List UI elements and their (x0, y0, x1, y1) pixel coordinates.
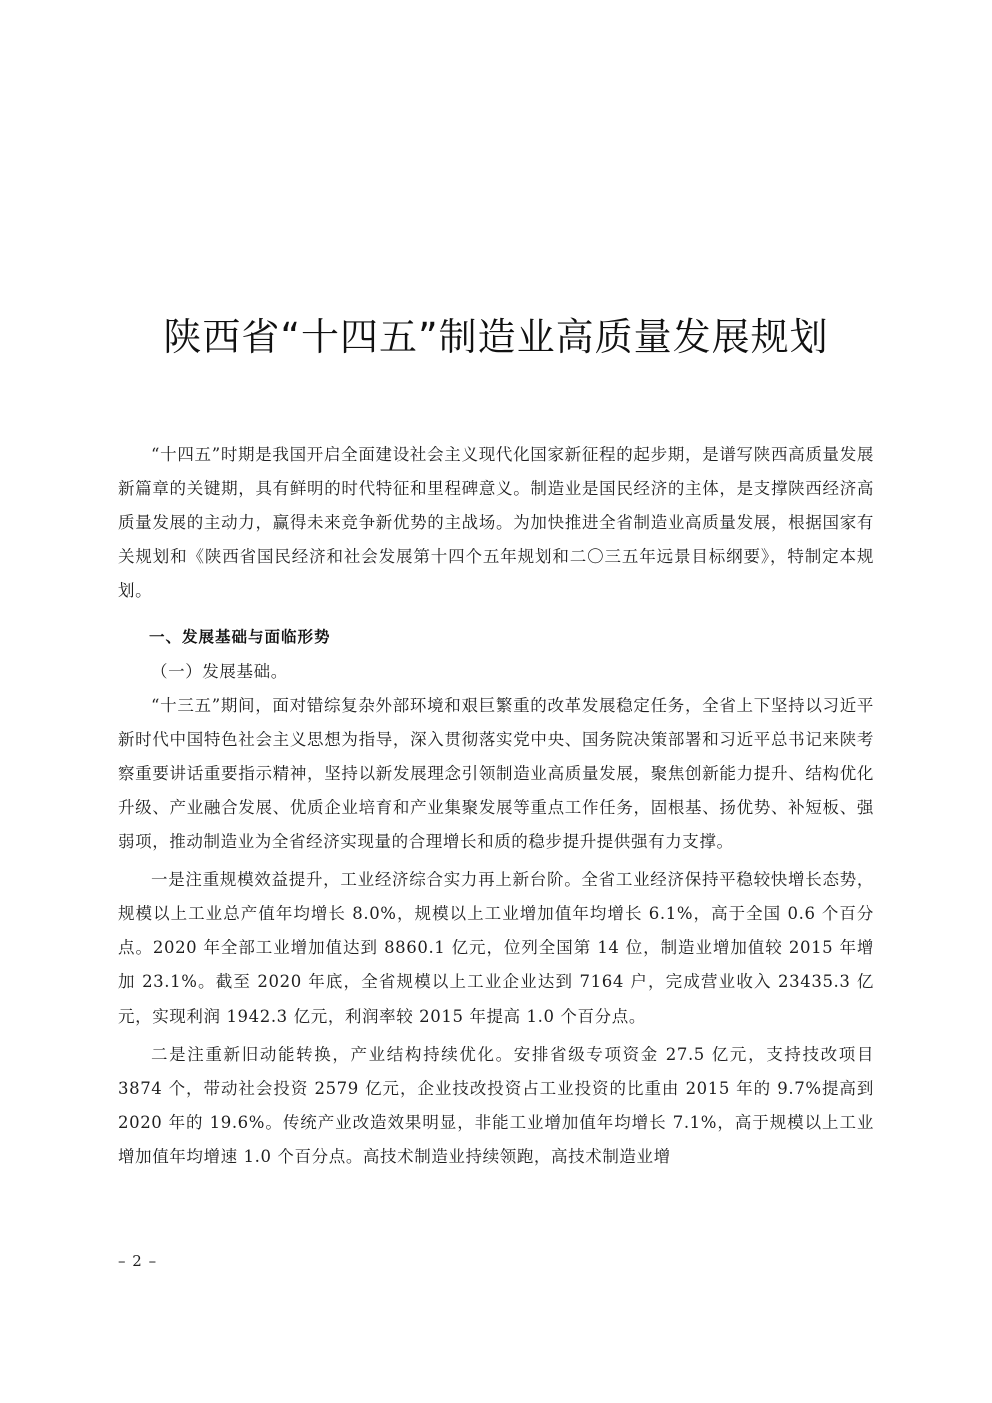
page-number: – 2 – (118, 1252, 158, 1270)
paragraph-development-basis: “十三五”期间，面对错综复杂外部环境和艰巨繁重的改革发展稳定任务，全省上下坚持以习近平新时代中国特色社会主义思想为指导，深入贯彻落实党中央、国务院决策部署和习近平总书记来陕考察重要讲话重要指示精神，坚持以新发展理念引领制造业高质量发展，聚焦创新能力提升、结构优化升级、产业融合发展、优质企业培育和产业集聚发展等重点工作任务，固根基、扬优势、补短板、强弱项，推动制造业为全省经济实现量的合理增长和质的稳步提升提供强有力支撑。 (118, 695, 874, 852)
spacer (118, 608, 874, 620)
document-body (118, 438, 874, 1174)
section-heading: 一、发展基础与面临形势 (149, 628, 331, 647)
paragraph-structure-optimization: 二是注重新旧动能转换，产业结构持续优化。安排省级专项资金 27.5 亿元，支持技改项目 3874 个，带动社会投资 2579 亿元，企业技改投资占工业投资的比重由 2015 年的 9.7%提高到 2020 年的 19.6%。传统产业改造效果明显，非能工业增加值年均增长 7.1%，高于规模以上工业增加值年均增速 1.0 个百分点。高技术制造业持续领跑，高技术制造业增 (118, 1044, 874, 1166)
subsection-heading: （一）发展基础。 (151, 661, 288, 681)
intro-paragraph: “十四五”时期是我国开启全面建设社会主义现代化国家新征程的起步期，是谱写陕西高质量发展新篇章的关键期，具有鲜明的时代特征和里程碑意义。制造业是国民经济的主体，是支撑陕西经济高质量发展的主动力，赢得未来竞争新优势的主战场。为加快推进全省制造业高质量发展，根据国家有关规划和《陕西省国民经济和社会发展第十四个五年规划和二〇三五年远景目标纲要》，特制定本规划。 (118, 445, 874, 601)
paragraph-scale-efficiency: 一是注重规模效益提升，工业经济综合实力再上新台阶。全省工业经济保持平稳较快增长态势，规模以上工业总产值年均增长 8.0%，规模以上工业增加值年均增长 6.1%，高于全国 0.6 个百分点。2020 年全部工业增加值达到 8860.1 亿元，位列全国第 14 位，制造业增加值较 2015 年增加 23.1%。截至 2020 年底，全省规模以上工业企业达到 7164 户，完成营业收入 23435.3 亿元，实现利润 1942.3 亿元，利润率较 2015 年提高 1.0 个百分点。 (118, 870, 874, 1026)
document-title: 陕西省“十四五”制造业高质量发展规划 (163, 315, 829, 359)
